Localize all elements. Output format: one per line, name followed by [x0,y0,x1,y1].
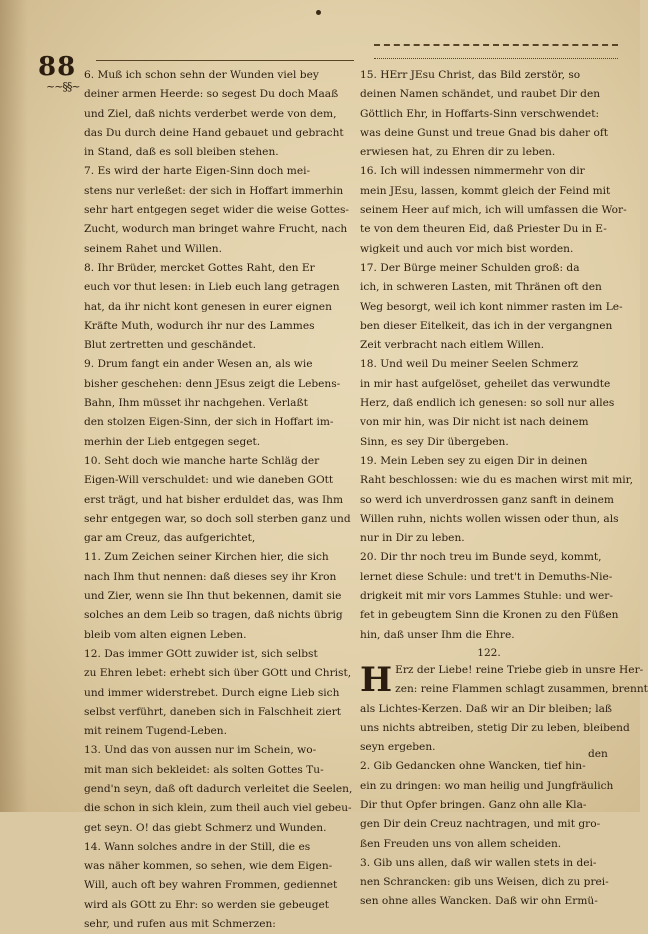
text-line: Willen ruhn, nichts wollen wissen oder thun, als [360,512,619,525]
text-line: uns nichts abtreiben, stetig Dir zu leben, bleibend [360,721,630,734]
text-line: die schon in sich klein, zum theil auch viel gebeu- [84,802,352,815]
text-line: deiner armen Heerde: so segest Du doch Maaß [84,88,339,101]
text-line: mit reinem Tugend-Leben. [84,725,227,738]
text-line: und Ziel, daß nichts verderbet werde von dem, [84,107,337,120]
text-line: so werd ich unverdrossen ganz sanft in deinem [360,493,614,506]
page-edge-shadow [0,0,28,812]
text-line: 10. Seht doch wie manche harte Schläg der [84,454,320,467]
text-line: Weg besorgt, weil ich kont nimmer rasten im Le- [360,300,623,313]
text-line: von mir hin, was Dir nicht ist nach deinem [360,416,589,429]
text-line: sehr hart entgegen seget wider die weise Gottes- [84,204,349,217]
right-column-verses [360,66,633,645]
text-line: Erz der Liebe! reine Triebe gieb in unsre Her- [395,663,644,676]
text-line: 20. Dir thr noch treu im Bunde seyd, kommt, [360,551,602,564]
text-line: get seyn. O! das giebt Schmerz und Wunden. [84,821,327,834]
text-line: gar am Creuz, das aufgerichtet, [84,532,256,545]
text-line: Göttlich Ehr, in Hoffarts-Sinn verschwendet: [360,107,600,120]
text-line: Bahn, Ihm müsset ihr nachgehen. Verlaßt [84,397,308,410]
hymn-text [360,661,648,912]
text-line: wigkeit und auch vor mich bist worden. [360,242,574,255]
text-line: sehr entgegen war, so doch soll sterben ganz und [84,512,351,525]
text-line: ßen Freuden uns von allem scheiden. [360,837,562,850]
text-line: 17. Der Bürge meiner Schulden groß: da [360,261,580,274]
text-line: ben dieser Eitelkeit, das ich in der vergangnen [360,319,613,332]
text-line: das Du durch deine Hand gebauet und gebracht [84,126,344,139]
text-line: 9. Drum fangt ein ander Wesen an, als wie [84,358,313,371]
text-line: Eigen-Will verschuldet: und wie daneben GOtt [84,474,334,487]
catchword: den [588,748,608,760]
text-line: te von dem theuren Eid, daß Priester Du in E- [360,223,607,236]
text-line: ich, in schweren Lasten, mit Thränen oft den [360,281,602,294]
text-line: und Zier, wenn sie Ihn thut bekennen, damit sie [84,590,342,603]
text-line: Will, auch oft bey wahren Frommen, gediennet [84,879,338,892]
text-line: Blut zertretten und geschändet. [84,339,256,352]
header-rule-right [374,44,618,46]
text-line: bleib vom alten eignen Leben. [84,628,247,641]
text-line: 18. Und weil Du meiner Seelen Schmerz [360,358,579,371]
text-line: mein JEsu, lassen, kommt gleich der Feind mit [360,184,611,197]
text-line: erwiesen hat, zu Ehren dir zu leben. [360,146,556,159]
hymn-block [360,659,648,912]
text-line: sehr, und rufen aus mit Schmerzen: [84,918,276,931]
text-line: Raht beschlossen: wie du es machen wirst mit mir, [360,474,633,487]
text-line: Herz, daß endlich ich genesen: so soll nur alles [360,397,615,410]
text-line: 12. Das immer GOtt zuwider ist, sich selbst [84,647,318,660]
text-line: Zeit verbracht nach eitlem Willen. [360,339,545,352]
text-line: 13. Und das von aussen nur im Schein, wo- [84,744,317,757]
text-line: gend'n seyn, daß oft dadurch verleitet die Seelen, [84,782,353,795]
left-column [84,66,352,934]
text-line: nen Schrancken: gib uns Weisen, dich zu prei- [360,876,609,889]
hymn-dropcap: H [360,659,393,700]
text-line: zu Ehren lebet: erhebt sich über GOtt und Christ, [84,667,352,680]
text-line: Sinn, es sey Dir übergeben. [360,435,509,448]
header-rule-left [96,60,354,61]
page-number: 88 [38,52,77,82]
header-rule-right-dotted [374,58,618,59]
text-line: nur in Dir zu leben. [360,532,465,545]
text-line: den stolzen Eigen-Sinn, der sich in Hoffart im- [84,416,334,429]
text-line: deinen Namen schändet, und raubet Dir den [360,88,601,101]
text-line: 14. Wann solches andre in der Still, die es [84,840,311,853]
text-line: selbst verführt, daneben sich in Falschheit ziert [84,705,342,718]
text-line: in Stand, daß es soll bleiben stehen. [84,146,279,159]
text-line: zen: reine Flammen schlagt zusammen, brennt [395,683,648,696]
hymn-number: 122. [477,646,501,659]
text-line: sen ohne alles Wancken. Daß wir ohn Ermü- [360,895,598,908]
text-line: 8. Ihr Brüder, mercket Gottes Raht, den Er [84,261,315,274]
text-line: mit man sich bekleidet: als solten Gottes Tu- [84,763,324,776]
text-line: ein zu dringen: wo man heilig und Jungfräulich [360,779,614,792]
text-line: solches an dem Leib so tragen, daß nichts übrig [84,609,343,622]
text-line: erst trägt, und hat bisher erduldet das, was Ihm [84,493,344,506]
text-line: stens nur verleßet: der sich in Hoffart immerhin [84,184,344,197]
text-line: nach Ihm thut nennen: daß dieses sey ihr Kron [84,570,337,583]
text-line: euch vor thut lesen: in Lieb euch lang getragen [84,281,340,294]
text-line: drigkeit mit mir vors Lammes Stuhle: und wer- [360,590,613,603]
text-line: 15. HErr JEsu Christ, das Bild zerstör, so [360,69,581,81]
text-line: seinem Heer auf mich, ich will umfassen die Wor- [360,204,627,217]
right-column [360,66,648,912]
text-line: 19. Mein Leben sey zu eigen Dir in deinen [360,454,588,467]
text-line: bisher geschehen: denn JEsus zeigt die Lebens- [84,377,341,390]
text-line: 7. Es wird der harte Eigen-Sinn doch mei- [84,165,311,178]
text-line: als Lichtes-Kerzen. Daß wir an Dir bleiben; laß [360,702,612,715]
text-line: fet in gebeugtem Sinn die Kronen zu den Füßen [360,609,619,622]
page-ornament: ~~§§~ [46,80,80,93]
text-line: 11. Zum Zeichen seiner Kirchen hier, die sich [84,551,329,564]
text-line: Dir thut Opfer bringen. Ganz ohn alle Kla- [360,798,587,811]
text-line: seyn ergeben. [360,741,436,754]
text-line: was deine Gunst und treue Gnad bis daher oft [360,126,609,139]
text-line: hin, daß unser Ihm die Ehre. [360,628,515,641]
text-line: gen Dir dein Creuz nachtragen, und mit gro- [360,818,601,831]
text-line: in mir hast aufgelöset, geheilet das verwundte [360,377,611,390]
text-line: 3. Gib uns allen, daß wir wallen stets in dei- [360,856,597,869]
text-line: und immer widerstrebet. Durch eigne Lieb sich [84,686,340,699]
text-line: Kräfte Muth, wodurch ihr nur des Lammes [84,319,315,332]
text-line: 2. Gib Gedancken ohne Wancken, tief hin- [360,760,586,773]
text-line: was näher kommen, so sehen, wie dem Eigen- [84,860,333,873]
text-line: seinem Rahet und Willen. [84,242,222,255]
ink-dot [316,10,321,15]
text-line: lernet diese Schule: und tret't in Demuths-Nie- [360,570,613,583]
text-line: 6. Muß ich schon sehn der Wunden viel bey [84,69,319,81]
text-line: merhin der Lieb entgegen seget. [84,435,261,448]
text-line: Zucht, wodurch man bringet wahre Frucht, nach [84,223,348,236]
text-line: wird als GOtt zu Ehr: so werden sie gebeuget [84,898,330,911]
text-line: hat, da ihr nicht kont genesen in eurer eignen [84,300,332,313]
text-line: 16. Ich will indessen nimmermehr von dir [360,165,585,178]
